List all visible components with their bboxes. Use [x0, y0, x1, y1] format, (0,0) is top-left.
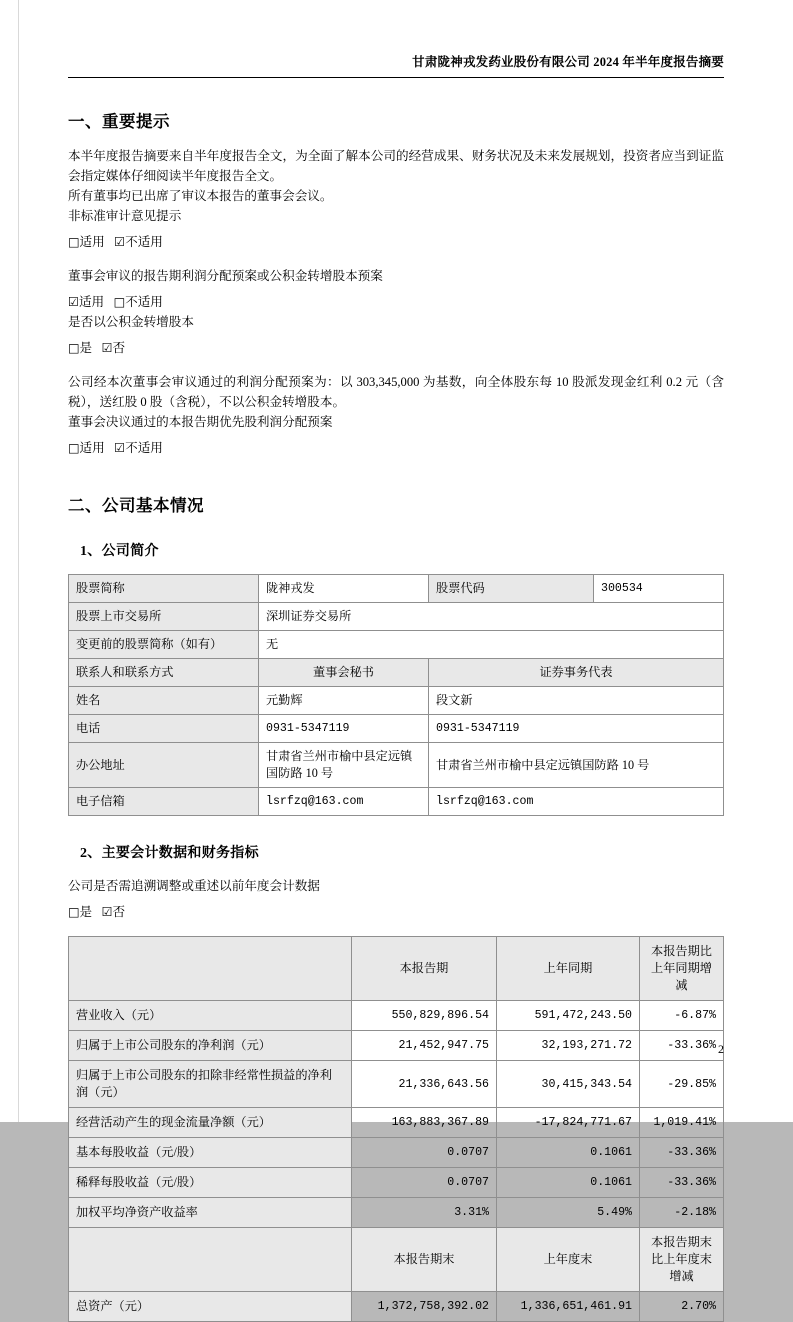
table-row: [69, 631, 724, 659]
notice-paragraph-4: 董事会审议的报告期利润分配预案或公积金转增股本预案: [68, 269, 383, 283]
checkbox-applicable-unchecked-icon[interactable]: □: [68, 235, 80, 249]
cell-value-basic-eps-current: 0.0707: [352, 1138, 497, 1168]
cell-header-change-2: 本报告期末比上年度末增减: [640, 1228, 724, 1292]
table-row: [69, 1292, 724, 1322]
cell-value-net-profit-prior: 32,193,271.72: [497, 1031, 640, 1061]
checkbox-label-not-applicable-2: 不适用: [125, 295, 163, 309]
cell-value-rep-address: 甘肃省兰州市榆中县定远镇国防路 10 号: [429, 743, 724, 788]
cell-label-diluted-eps: 稀释每股收益（元/股）: [69, 1168, 352, 1198]
cell-label-email: 电子信箱: [69, 788, 259, 816]
cell-header-period-end: 本报告期末: [352, 1228, 497, 1292]
table-row: [69, 1168, 724, 1198]
checkbox-label-yes-2: 是: [79, 905, 93, 919]
cell-value-roe-change: -2.18%: [640, 1198, 724, 1228]
checkbox-yes-unchecked-icon-2[interactable]: □: [68, 905, 80, 919]
cell-value-operating-cashflow-change: 1,019.41%: [640, 1108, 724, 1138]
cell-value-rep-email: lsrfzq@163.com: [429, 788, 724, 816]
cell-label-exchange: 股票上市交易所: [69, 603, 259, 631]
cell-value-revenue-change: -6.87%: [640, 1001, 724, 1031]
cell-value-total-assets-prior: 1,336,651,461.91: [497, 1292, 640, 1322]
cell-label-net-profit: 归属于上市公司股东的净利润（元）: [69, 1031, 352, 1061]
cell-label-revenue: 营业收入（元）: [69, 1001, 352, 1031]
cell-label-total-assets: 总资产（元）: [69, 1292, 352, 1322]
checkbox-row-audit-opinion: [68, 232, 724, 252]
notice-paragraph-3: 非标准审计意见提示: [68, 209, 182, 223]
page-left-margin-bar: [0, 0, 19, 1122]
table-header-row: [69, 1228, 724, 1292]
notice-paragraph-6: 公司经本次董事会审议通过的利润分配预案为：以 303,345,000 为基数，向全体股东每 10 股派发现金红利 0.2 元（含税），送红股 0 股（含税），不以公积金转增股本。: [68, 375, 724, 409]
notice-paragraph-7: 董事会决议通过的本报告期优先股利润分配预案: [68, 415, 333, 429]
cell-header-blank: [69, 937, 352, 1001]
cell-value-diluted-eps-change: -33.36%: [640, 1168, 724, 1198]
financial-indicators-table: [68, 936, 724, 1322]
running-header: 甘肃陇神戎发药业股份有限公司 2024 年半年度报告摘要: [412, 55, 724, 69]
checkbox-label-applicable: 适用: [79, 235, 105, 249]
notice-paragraph-5: 是否以公积金转增股本: [68, 315, 194, 329]
cell-value-basic-eps-change: -33.36%: [640, 1138, 724, 1168]
cell-value-total-assets-current: 1,372,758,392.02: [352, 1292, 497, 1322]
table-header-row: [69, 937, 724, 1001]
notice-paragraph-1: 本半年度报告摘要来自半年度报告全文，为全面了解本公司的经营成果、财务状况及未来发展规划，投资者应当到证监会指定媒体仔细阅读半年度报告全文。: [68, 149, 724, 183]
checkbox-label-applicable-2: 适用: [78, 295, 105, 309]
table-row: [69, 1031, 724, 1061]
subsection-title-company-intro: 1、公司简介: [80, 544, 159, 559]
cell-value-exchange: 深圳证券交易所: [259, 603, 724, 631]
cell-value-secretary-name: 元勤辉: [259, 687, 429, 715]
checkbox-row-preferred-shares: [68, 438, 724, 458]
header-divider: [68, 77, 724, 78]
cell-value-net-profit-current: 21,452,947.75: [352, 1031, 497, 1061]
checkbox-label-no-2: 否: [112, 905, 126, 919]
checkbox-row-capital-reserve: [68, 338, 724, 358]
cell-value-roe-current: 3.31%: [352, 1198, 497, 1228]
table-row: [69, 1001, 724, 1031]
cell-value-secretary-address: 甘肃省兰州市榆中县定远镇国防路 10 号: [259, 743, 429, 788]
cell-value-diluted-eps-prior: 0.1061: [497, 1168, 640, 1198]
checkbox-label-not-applicable-3: 不适用: [125, 441, 163, 455]
cell-value-rep-phone: 0931-5347119: [429, 715, 724, 743]
cell-header-board-secretary: 董事会秘书: [259, 659, 429, 687]
page-content: [68, 0, 724, 1322]
cell-value-diluted-eps-current: 0.0707: [352, 1168, 497, 1198]
cell-header-change: 本报告期比上年同期增减: [640, 937, 724, 1001]
cell-label-office-address: 办公地址: [69, 743, 259, 788]
table-row: [69, 715, 724, 743]
section-title-company-profile: 二、公司基本情况: [68, 496, 204, 515]
checkbox-yes-unchecked-icon[interactable]: □: [68, 341, 80, 355]
table-row: [69, 1061, 724, 1108]
subsection-title-financial-indicators: 2、主要会计数据和财务指标: [80, 846, 259, 861]
checkbox-applicable-unchecked-icon-2[interactable]: □: [68, 441, 80, 455]
cell-value-roe-prior: 5.49%: [497, 1198, 640, 1228]
checkbox-not-applicable-checked-icon[interactable]: ☑: [114, 235, 126, 249]
table-row: [69, 575, 724, 603]
cell-value-net-profit-excl-prior: 30,415,343.54: [497, 1061, 640, 1108]
cell-value-secretary-phone: 0931-5347119: [259, 715, 429, 743]
page-number: 2: [718, 1042, 724, 1056]
cell-value-net-profit-change: -33.36%: [640, 1031, 724, 1061]
financial-note: 公司是否需追溯调整或重述以前年度会计数据: [68, 879, 320, 893]
cell-header-securities-rep: 证券事务代表: [429, 659, 724, 687]
table-row: [69, 743, 724, 788]
cell-value-secretary-email: lsrfzq@163.com: [259, 788, 429, 816]
cell-label-former-name: 变更前的股票简称（如有）: [69, 631, 259, 659]
cell-label-phone: 电话: [69, 715, 259, 743]
cell-label-stock-name: 股票简称: [69, 575, 259, 603]
cell-value-stock-code: 300534: [594, 575, 724, 603]
cell-header-blank-2: [69, 1228, 352, 1292]
table-row: [69, 659, 724, 687]
checkbox-applicable-checked-icon[interactable]: ☑: [68, 295, 79, 309]
cell-label-net-profit-excl: 归属于上市公司股东的扣除非经常性损益的净利润（元）: [69, 1061, 352, 1108]
company-profile-table: [68, 574, 724, 816]
table-row: [69, 603, 724, 631]
table-row: [69, 687, 724, 715]
cell-value-revenue-prior: 591,472,243.50: [497, 1001, 640, 1031]
cell-header-prior-period: 上年同期: [497, 937, 640, 1001]
cell-value-total-assets-change: 2.70%: [640, 1292, 724, 1322]
checkbox-row-restatement: [68, 902, 724, 922]
cell-value-rep-name: 段文新: [429, 687, 724, 715]
cell-value-net-profit-excl-current: 21,336,643.56: [352, 1061, 497, 1108]
cell-label-basic-eps: 基本每股收益（元/股）: [69, 1138, 352, 1168]
cell-value-operating-cashflow-prior: -17,824,771.67: [497, 1108, 640, 1138]
section-title-important-notice: 一、重要提示: [68, 112, 170, 131]
table-row: [69, 788, 724, 816]
checkbox-label-yes: 是: [79, 341, 93, 355]
cell-label-roe: 加权平均净资产收益率: [69, 1198, 352, 1228]
checkbox-not-applicable-unchecked-icon[interactable]: □: [113, 295, 126, 309]
checkbox-not-applicable-checked-icon-2[interactable]: ☑: [114, 441, 126, 455]
cell-value-net-profit-excl-change: -29.85%: [640, 1061, 724, 1108]
table-row: [69, 1108, 724, 1138]
cell-value-basic-eps-prior: 0.1061: [497, 1138, 640, 1168]
checkbox-no-checked-icon[interactable]: ☑: [101, 341, 113, 355]
cell-label-stock-code: 股票代码: [429, 575, 594, 603]
cell-header-prior-year-end: 上年度末: [497, 1228, 640, 1292]
checkbox-label-applicable-3: 适用: [79, 441, 105, 455]
cell-header-current-period: 本报告期: [352, 937, 497, 1001]
cell-value-stock-name: 陇神戎发: [259, 575, 429, 603]
cell-label-contacts: 联系人和联系方式: [69, 659, 259, 687]
table-row: [69, 1138, 724, 1168]
cell-value-former-name: 无: [259, 631, 724, 659]
cell-label-operating-cashflow: 经营活动产生的现金流量净额（元）: [69, 1108, 352, 1138]
checkbox-row-profit-plan: [68, 292, 724, 312]
cell-value-revenue-current: 550,829,896.54: [352, 1001, 497, 1031]
cell-label-name: 姓名: [69, 687, 259, 715]
table-row: [69, 1198, 724, 1228]
checkbox-label-not-applicable: 不适用: [125, 235, 163, 249]
checkbox-label-no: 否: [112, 341, 126, 355]
cell-value-operating-cashflow-current: 163,883,367.89: [352, 1108, 497, 1138]
notice-paragraph-2: 所有董事均已出席了审议本报告的董事会会议。: [68, 189, 333, 203]
checkbox-no-checked-icon-2[interactable]: ☑: [101, 905, 113, 919]
